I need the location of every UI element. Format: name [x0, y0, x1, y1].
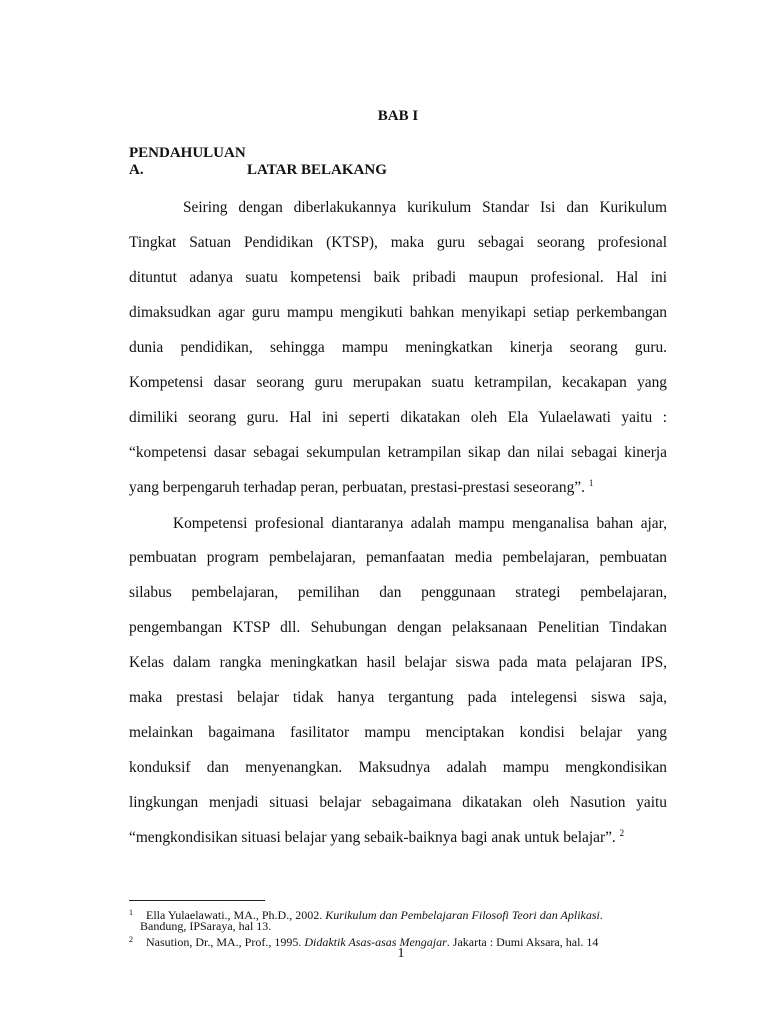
paragraph-line: silabus pembelajaran, pemilihan dan penggunaan strategi pembelajaran,: [129, 584, 667, 601]
page-number: 1: [397, 946, 405, 961]
paragraph-line: dituntut adanya suatu kompetensi baik pribadi maupun profesional. Hal ini: [129, 269, 667, 286]
paragraph-line-text: “mengkondisikan situasi belajar yang sebaik-baiknya bagi anak untuk belajar”.: [129, 829, 616, 846]
footnote-1-continuation: Bandung, IPSaraya, hal 13.: [140, 919, 272, 933]
paragraph-line: melainkan bagaimana fasilitator mampu menciptakan kondisi belajar yang: [129, 724, 667, 741]
footnote-after-title: . Jakarta : Dumi Aksara, hal. 14: [446, 935, 599, 949]
paragraph-line: konduksif dan menyenangkan. Maksudnya adalah mampu mengkondisikan: [129, 759, 667, 776]
footnote-title: Didaktik Asas-asas Mengajar: [304, 935, 447, 949]
paragraph-line: Seiring dengan diberlakukannya kurikulum Standar Isi dan Kurikulum: [183, 199, 667, 216]
paragraph-line: dimaksudkan agar guru mampu mengikuti bahkan menyikapi setiap perkembangan: [129, 304, 667, 321]
paragraph-line: maka prestasi belajar tidak hanya tergantung pada intelegensi siswa saja,: [129, 689, 667, 706]
chapter-title: BAB I: [377, 108, 419, 124]
footnote-separator: [129, 900, 265, 901]
paragraph-line: Kompetensi dasar seorang guru merupakan suatu ketrampilan, kecakapan yang: [129, 374, 667, 391]
footnote-title: Kurikulum dan Pembelajaran Filosofi Teori dan Aplikasi: [325, 908, 600, 922]
paragraph-line: pengembangan KTSP dll. Sehubungan dengan pelaksanaan Penelitian Tindakan: [129, 619, 667, 636]
paragraph-line: Kompetensi profesional diantaranya adalah mampu menganalisa bahan ajar,: [173, 515, 667, 532]
section-title: LATAR BELAKANG: [247, 162, 387, 178]
section-letter: A.: [129, 162, 144, 178]
paragraph-line: “kompetensi dasar sebagai sekumpulan ketrampilan sikap dan nilai sebagai kinerja: [129, 444, 667, 461]
footnote-number: 2: [129, 935, 133, 944]
footnote-after-title: .: [599, 908, 603, 922]
paragraph-line: Kelas dalam rangka meningkatkan hasil belajar siswa pada mata pelajaran IPS,: [129, 654, 667, 671]
paragraph-line: dimiliki seorang guru. Hal ini seperti dikatakan oleh Ela Yulaelawati yaitu :: [129, 409, 667, 426]
footnote-number: 1: [129, 908, 133, 917]
paragraph-line: lingkungan menjadi situasi belajar sebagaimana dikatakan oleh Nasution yaitu: [129, 794, 667, 811]
footnote-ref[interactable]: 2: [619, 828, 625, 838]
footnote-author: Nasution, Dr., MA., Prof., 1995.: [146, 935, 302, 949]
chapter-subtitle: PENDAHULUAN: [129, 145, 246, 161]
footnote-ref[interactable]: 1: [588, 478, 594, 488]
paragraph-last-line: [129, 478, 667, 498]
footnote-author: Ella Yulaelawati., MA., Ph.D., 2002.: [146, 908, 323, 922]
paragraph-line: dunia pendidikan, sehingga mampu meningkatkan kinerja seorang guru.: [129, 339, 667, 356]
paragraph-last-line: [129, 828, 667, 848]
paragraph-line: pembuatan program pembelajaran, pemanfaatan media pembelajaran, pembuatan: [129, 549, 667, 566]
paragraph-line-text: yang berpengaruh terhadap peran, perbuatan, prestasi-prestasi seseorang”.: [129, 479, 585, 496]
paragraph-line: Tingkat Satuan Pendidikan (KTSP), maka guru sebagai seorang profesional: [129, 234, 667, 251]
